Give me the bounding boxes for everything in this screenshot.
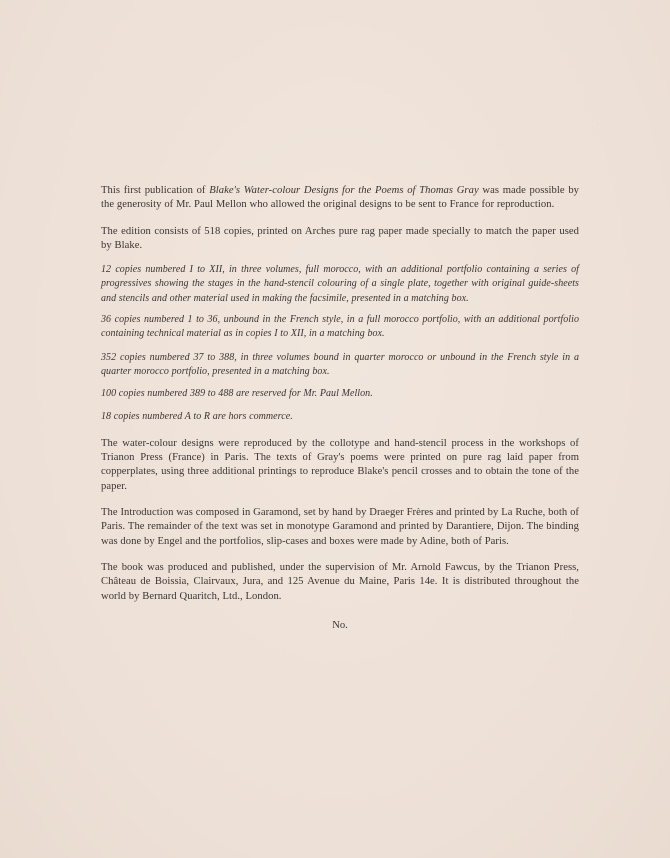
- copies-i-to-xii: 12 copies numbered I to XII, in three volumes, full morocco, with an additional portfolio containing a series of progressives showing the stages in the hand-stencil colouring of a single plate, together with original guide-sheets and stencils and other material used in making the facsimile, presented in a matching box.: [101, 264, 579, 304]
- copies-37-to-388: 352 copies numbered 37 to 388, in three volumes bound in quarter morocco or unbound in the French style in a quarter morocco portfolio, presented in a matching box.: [101, 351, 579, 377]
- publication-credit-paragraph: [101, 184, 579, 213]
- colophon-text: [101, 184, 579, 631]
- book-title: Blake's Water-colour Designs for the Poems of Thomas Gray: [209, 185, 479, 196]
- copies-1-to-36: 36 copies numbered 1 to 36, unbound in the French style, in a full morocco portfolio, with an additional portfolio containing technical material as in copies I to XII, in a matching box.: [101, 314, 579, 340]
- copies-a-to-r: 18 copies numbered A to R are hors commerce.: [101, 410, 293, 422]
- publication-credit-lead: This first publication of: [101, 185, 210, 196]
- copy-number-label: No.: [332, 619, 348, 631]
- publisher-paragraph: The book was produced and published, under the supervision of Mr. Arnold Fawcus, by the Trianon Press, Château de Boissia, Clairvaux, Jura, and 125 Avenue du Maine, Paris 14e. It is distributed throughout the world by Bernard Quaritch, Ltd., London.: [101, 561, 579, 602]
- reproduction-paragraph: The water-colour designs were reproduced by the collotype and hand-stencil process in the workshops of Trianon Press (France) in Paris. The texts of Gray's poems were printed on pure rag laid paper from copperplates, using three additional printings to reproduce Blake's pencil crosses and to obtain the tone of the paper.: [101, 437, 579, 492]
- edition-size-paragraph: The edition consists of 518 copies, printed on Arches pure rag paper made specially to match the paper used by Blake.: [101, 225, 579, 251]
- typesetting-paragraph: The Introduction was composed in Garamond, set by hand by Draeger Frères and printed by La Ruche, both of Paris. The remainder of the text was set in monotype Garamond and printed by Darantiere, Dijon. The binding was done by Engel and the portfolios, slip-cases and boxes were made by Adine, both of Paris.: [101, 507, 579, 547]
- publication-credit-rest: was made possible by the generosity of Mr. Paul Mellon who allowed the original designs to be sent to France for reproduction.: [101, 185, 580, 211]
- copies-389-to-488: 100 copies numbered 389 to 488 are reserved for Mr. Paul Mellon.: [101, 388, 373, 400]
